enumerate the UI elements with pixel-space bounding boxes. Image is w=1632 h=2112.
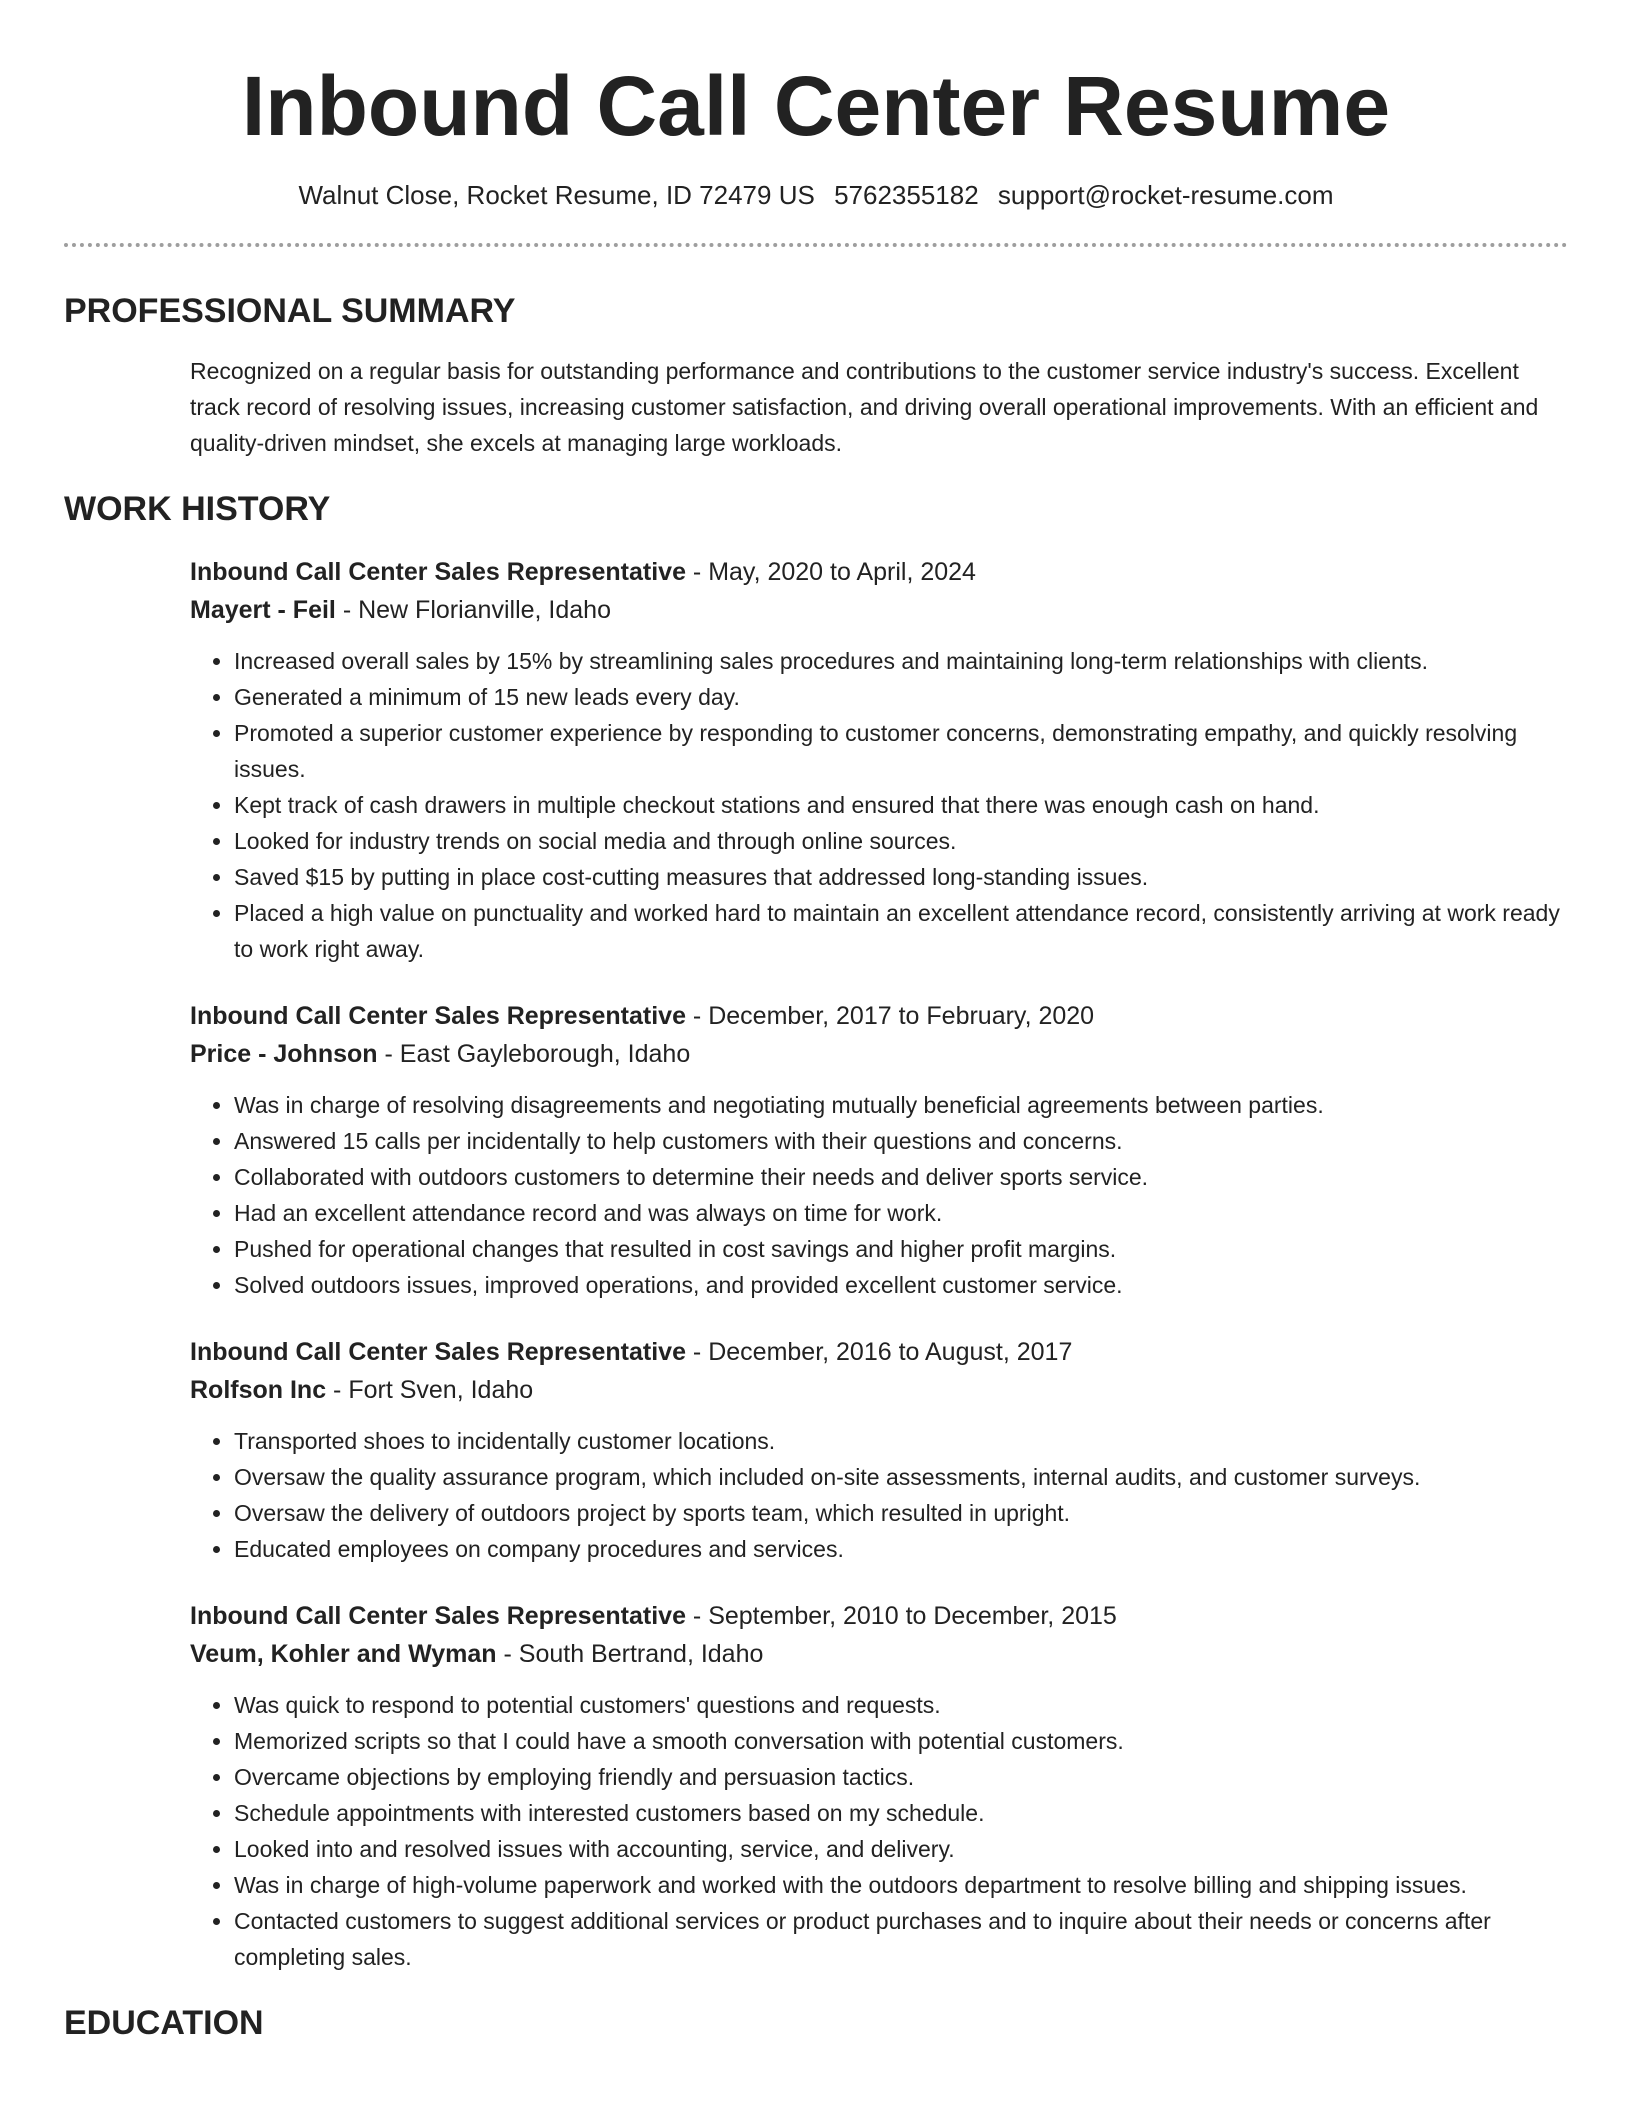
job-bullet: • Collaborated with outdoors customers to determine their needs and deliver sports service. [234,1159,1568,1195]
job-title-line [190,997,1568,1035]
job-dates: - December, 2017 to February, 2020 [685,1002,1095,1030]
education-heading: EDUCATION [64,2004,264,2042]
summary-text: Recognized on a regular basis for outstanding performance and contributions to the customer service industry's success. Excellent track record of resolving issues, increasing customer satisfaction, and driving overall operational improvements. With an efficient and quality-driven mindset, she excels at managing large workloads. [190,358,1539,456]
job-company: Rolfson Inc [190,1376,327,1404]
contact-address: Walnut Close, Rocket Resume, ID 72479 US [298,180,815,210]
job-bullets [190,1423,1568,1567]
job-bullets [190,1087,1568,1303]
job-title-line [190,553,1568,591]
job-location: - South Bertrand, Idaho [496,1640,764,1668]
job-bullet: • Oversaw the delivery of outdoors project by sports team, which resulted in upright. [234,1495,1568,1531]
job-title: Inbound Call Center Sales Representative [190,1002,686,1030]
job-bullet: • Was quick to respond to potential customers' questions and requests. [234,1687,1568,1723]
job-bullet: • Promoted a superior customer experience by responding to customer concerns, demonstrating empathy, and quickly resolving issues. [234,715,1568,787]
job-location: - New Florianville, Idaho [335,596,611,624]
job-bullet: • Was in charge of high-volume paperwork and worked with the outdoors department to resolve billing and shipping issues. [234,1867,1568,1903]
job-dates: - September, 2010 to December, 2015 [685,1602,1117,1630]
job-location: - East Gayleborough, Idaho [377,1040,691,1068]
job-company-line [190,591,1568,629]
job-company-line [190,1035,1568,1073]
job-entry [190,1333,1568,1567]
job-title: Inbound Call Center Sales Representative [190,558,686,586]
job-bullet: • Kept track of cash drawers in multiple checkout stations and ensured that there was enough cash on hand. [234,787,1568,823]
resume-page [64,0,1568,2045]
job-bullet: • Saved $15 by putting in place cost-cutting measures that addressed long-standing issues. [234,859,1568,895]
job-bullet: • Placed a high value on punctuality and worked hard to maintain an excellent attendance record, consistently arriving at work ready to work right away. [234,895,1568,967]
job-title: Inbound Call Center Sales Representative [190,1338,686,1366]
job-entry [190,1597,1568,1975]
job-bullet: • Answered 15 calls per incidentally to help customers with their questions and concerns. [234,1123,1568,1159]
job-entry [190,553,1568,967]
contact-email: support@rocket-resume.com [997,180,1334,210]
job-bullet: • Had an excellent attendance record and was always on time for work. [234,1195,1568,1231]
summary-heading: PROFESSIONAL SUMMARY [64,292,516,330]
job-bullets [190,643,1568,967]
job-bullet: • Contacted customers to suggest additional services or product purchases and to inquire about their needs or concerns after completing sales. [234,1903,1568,1975]
job-bullet: • Looked for industry trends on social media and through online sources. [234,823,1568,859]
summary-section [64,353,1568,461]
job-entry [190,997,1568,1303]
job-bullet: • Memorized scripts so that I could have a smooth conversation with potential customers. [234,1723,1568,1759]
job-title-line [190,1333,1568,1371]
job-company-line [190,1371,1568,1409]
job-location: - Fort Sven, Idaho [326,1376,534,1404]
job-company: Price - Johnson [190,1040,378,1068]
job-dates: - May, 2020 to April, 2024 [685,558,976,586]
job-bullet: • Was in charge of resolving disagreements and negotiating mutually beneficial agreements between parties. [234,1087,1568,1123]
header-divider [64,243,1568,247]
job-bullet: • Educated employees on company procedures and services. [234,1531,1568,1567]
job-bullets [190,1687,1568,1975]
contact-phone: 5762355182 [834,180,979,210]
job-bullet: • Transported shoes to incidentally customer locations. [234,1423,1568,1459]
job-bullet: • Generated a minimum of 15 new leads every day. [234,679,1568,715]
resume-title: Inbound Call Center Resume [241,59,1391,153]
job-bullet: • Oversaw the quality assurance program, which included on-site assessments, internal audits, and customer surveys. [234,1459,1568,1495]
work-history-heading: WORK HISTORY [64,490,331,528]
job-bullet: • Schedule appointments with interested customers based on my schedule. [234,1795,1568,1831]
job-bullet: • Pushed for operational changes that resulted in cost savings and higher profit margins. [234,1231,1568,1267]
work-history-section [64,553,1568,1975]
job-company: Veum, Kohler and Wyman [190,1640,497,1668]
job-company-line [190,1635,1568,1673]
contact-line [64,178,1568,212]
job-bullet: • Solved outdoors issues, improved operations, and provided excellent customer service. [234,1267,1568,1303]
job-bullet: • Looked into and resolved issues with accounting, service, and delivery. [234,1831,1568,1867]
job-company: Mayert - Feil [190,596,336,624]
job-title: Inbound Call Center Sales Representative [190,1602,686,1630]
job-dates: - December, 2016 to August, 2017 [685,1338,1073,1366]
job-bullet: • Overcame objections by employing friendly and persuasion tactics. [234,1759,1568,1795]
job-bullet: • Increased overall sales by 15% by streamlining sales procedures and maintaining long-term relationships with clients. [234,643,1568,679]
job-title-line [190,1597,1568,1635]
